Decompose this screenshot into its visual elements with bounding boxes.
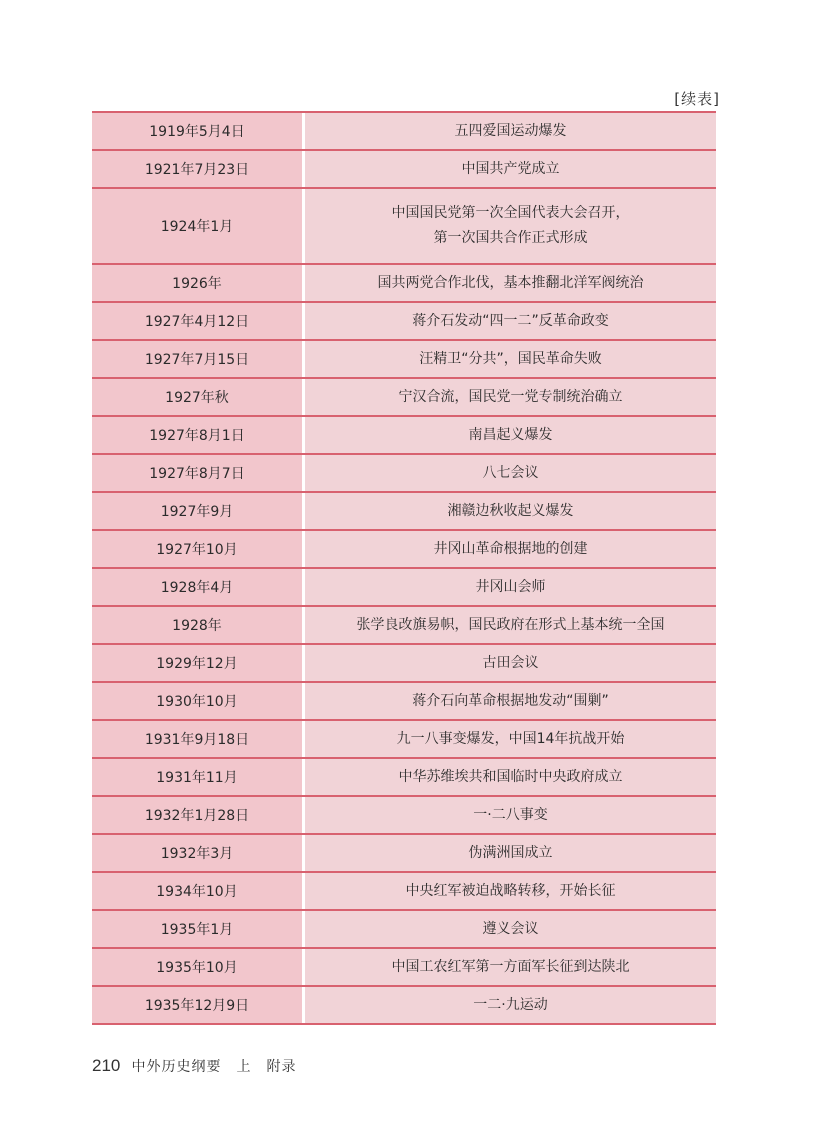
book-title: 中外历史纲要 上 附录 [131, 1059, 297, 1075]
table-row [92, 379, 716, 417]
date-cell: 1931年9月18日 [92, 721, 302, 757]
table-row [92, 303, 716, 341]
event-cell: 五四爱国运动爆发 [305, 113, 716, 149]
table-row [92, 113, 716, 151]
table-row [92, 797, 716, 835]
table-row [92, 949, 716, 987]
event-cell: 井冈山会师 [305, 569, 716, 605]
date-cell: 1935年10月 [92, 949, 302, 985]
table-row [92, 417, 716, 455]
table-row [92, 873, 716, 911]
table-row [92, 683, 716, 721]
event-cell: 古田会议 [305, 645, 716, 681]
date-cell: 1927年8月7日 [92, 455, 302, 491]
event-cell: 中国共产党成立 [305, 151, 716, 187]
date-cell: 1927年秋 [92, 379, 302, 415]
date-cell: 1928年4月 [92, 569, 302, 605]
event-cell: 南昌起义爆发 [305, 417, 716, 453]
event-cell: 九一八事变爆发，中国14年抗战开始 [305, 721, 716, 757]
date-cell: 1927年10月 [92, 531, 302, 567]
event-cell: 蒋介石发动“四一二”反革命政变 [305, 303, 716, 339]
page-footer [92, 1056, 296, 1076]
date-cell: 1929年12月 [92, 645, 302, 681]
table-row [92, 151, 716, 189]
event-cell: 汪精卫“分共”，国民革命失败 [305, 341, 716, 377]
event-cell: 一·二八事变 [305, 797, 716, 833]
table-row [92, 265, 716, 303]
event-cell: 中央红军被迫战略转移，开始长征 [305, 873, 716, 909]
table-row [92, 569, 716, 607]
date-cell: 1921年7月23日 [92, 151, 302, 187]
event-cell: 中国工农红军第一方面军长征到达陕北 [305, 949, 716, 985]
event-cell: 中国国民党第一次全国代表大会召开， 第一次国共合作正式形成 [305, 189, 716, 263]
date-cell: 1932年3月 [92, 835, 302, 871]
event-cell: 伪满洲国成立 [305, 835, 716, 871]
date-cell: 1935年1月 [92, 911, 302, 947]
event-cell: 张学良改旗易帜，国民政府在形式上基本统一全国 [305, 607, 716, 643]
table-row [92, 189, 716, 265]
event-cell: 蒋介石向革命根据地发动“围剿” [305, 683, 716, 719]
table-row [92, 759, 716, 797]
date-cell: 1932年1月28日 [92, 797, 302, 833]
event-cell: 遵义会议 [305, 911, 716, 947]
date-cell: 1924年1月 [92, 189, 302, 263]
event-cell: 国共两党合作北伐，基本推翻北洋军阀统治 [305, 265, 716, 301]
table-row [92, 911, 716, 949]
date-cell: 1919年5月4日 [92, 113, 302, 149]
date-cell: 1928年 [92, 607, 302, 643]
table-row [92, 531, 716, 569]
table-row [92, 721, 716, 759]
event-cell: 一二·九运动 [305, 987, 716, 1023]
table-row [92, 987, 716, 1025]
event-cell: 宁汉合流，国民党一党专制统治确立 [305, 379, 716, 415]
continued-table-label: [续表] [674, 90, 720, 108]
table-row [92, 607, 716, 645]
date-cell: 1934年10月 [92, 873, 302, 909]
date-cell: 1927年4月12日 [92, 303, 302, 339]
date-cell: 1927年7月15日 [92, 341, 302, 377]
page-number: 210 [92, 1056, 121, 1075]
event-cell: 中华苏维埃共和国临时中央政府成立 [305, 759, 716, 795]
date-cell: 1927年9月 [92, 493, 302, 529]
table-row [92, 835, 716, 873]
date-cell: 1935年12月9日 [92, 987, 302, 1023]
event-cell: 湘赣边秋收起义爆发 [305, 493, 716, 529]
date-cell: 1930年10月 [92, 683, 302, 719]
date-cell: 1926年 [92, 265, 302, 301]
event-cell: 井冈山革命根据地的创建 [305, 531, 716, 567]
date-cell: 1927年8月1日 [92, 417, 302, 453]
table-row [92, 645, 716, 683]
table-row [92, 341, 716, 379]
table-row [92, 455, 716, 493]
date-cell: 1931年11月 [92, 759, 302, 795]
table-row [92, 493, 716, 531]
chronology-table [92, 111, 716, 1025]
event-cell: 八七会议 [305, 455, 716, 491]
